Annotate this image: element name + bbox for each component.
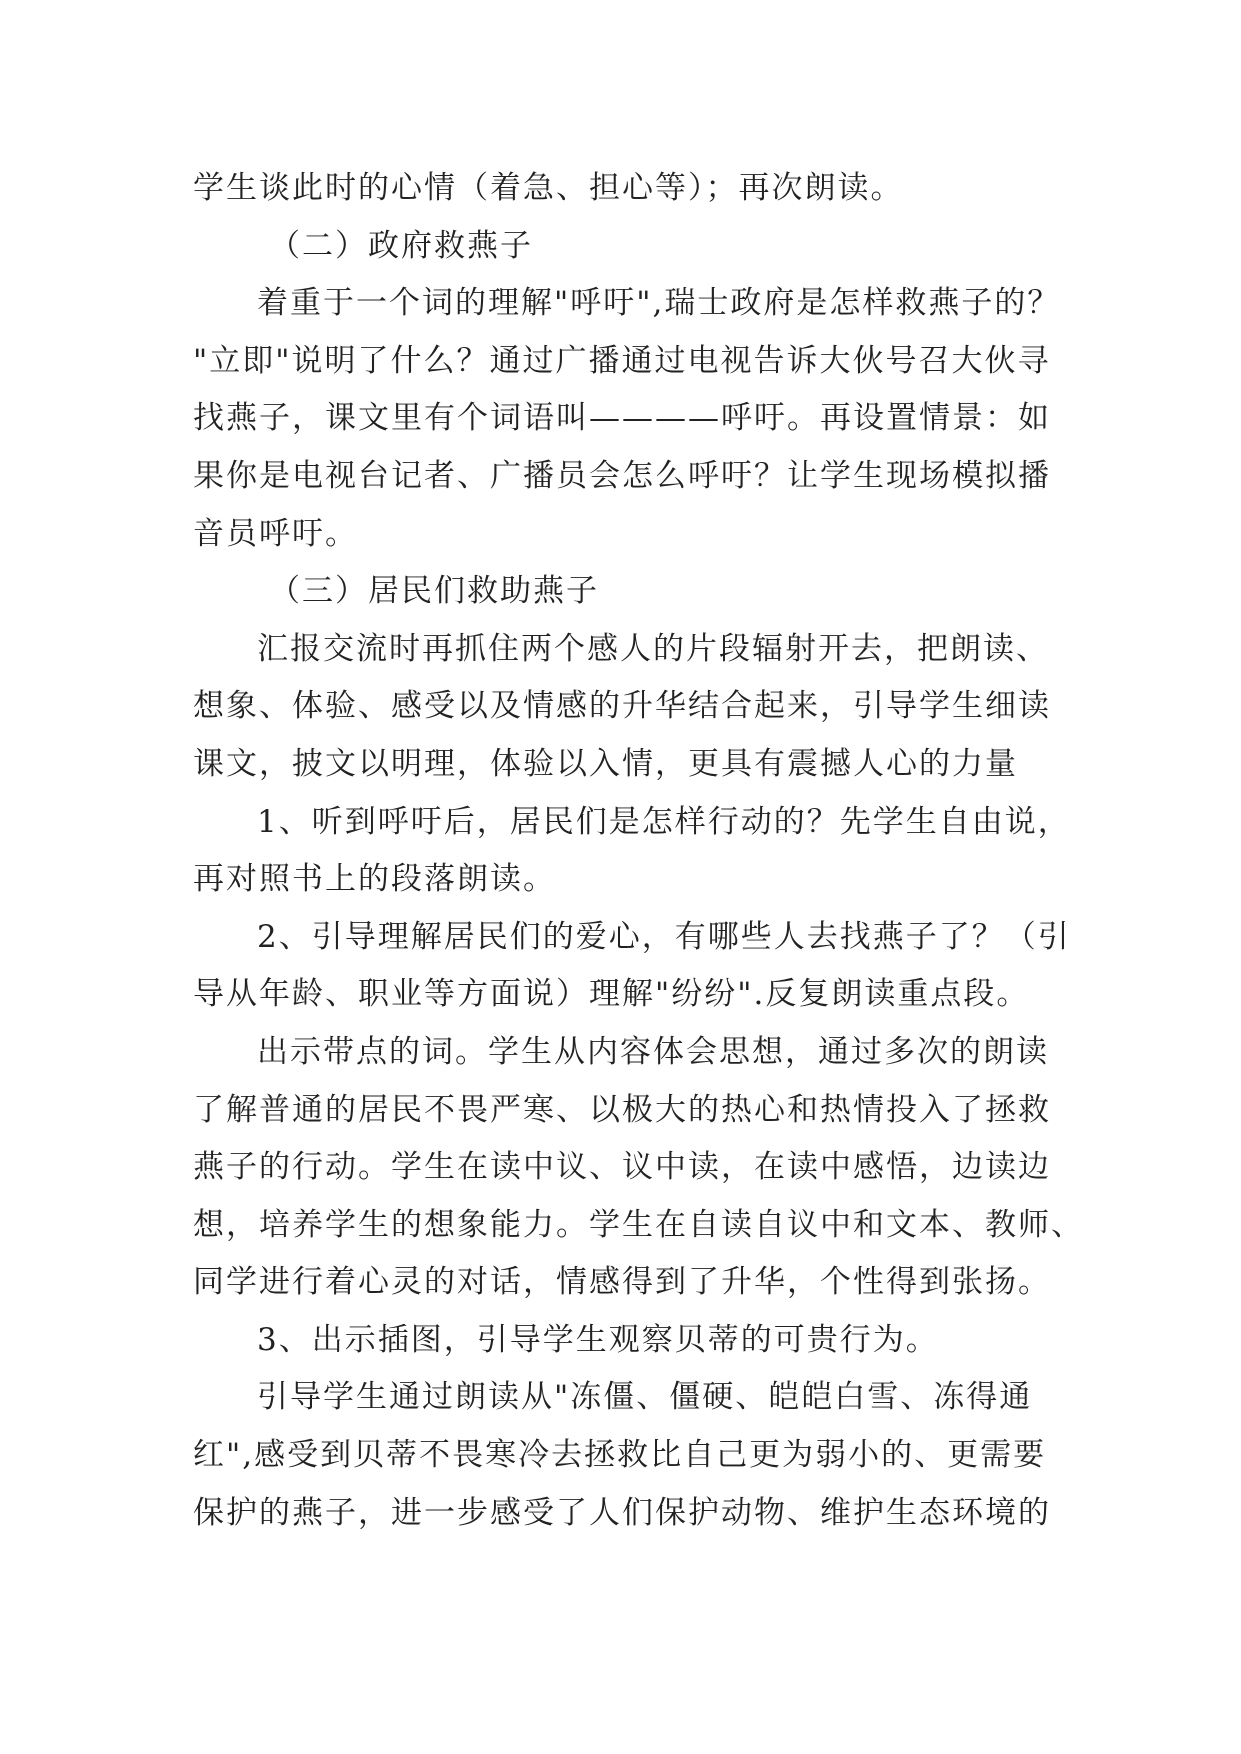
text-line: 想，培养学生的想象能力。学生在自读自议中和文本、教师、 xyxy=(193,1206,1084,1243)
text-line: 着重于一个词的理解"呼吁",瑞士政府是怎样救燕子的？ xyxy=(257,285,1061,322)
text-line: 找燕子，课文里有个词语叫————呼吁。再设置情景：如 xyxy=(193,400,1051,437)
text-line: 课文，披文以明理，体验以入情，更具有震撼人心的力量 xyxy=(193,745,1018,782)
document-body xyxy=(193,160,1084,1542)
text-line: 燕子的行动。学生在读中议、议中读，在读中感悟，边读边 xyxy=(193,1149,1051,1186)
text-line: 了解普通的居民不畏严寒、以极大的热心和热情投入了拯救 xyxy=(193,1091,1051,1128)
text-line: 同学进行着心灵的对话，情感得到了升华，个性得到张扬。 xyxy=(193,1264,1051,1301)
text-line: 汇报交流时再抓住两个感人的片段辐射开去，把朗读、 xyxy=(257,630,1049,667)
text-line: 学生谈此时的心情（着急、担心等）；再次朗读。 xyxy=(193,170,904,206)
section-heading: （二）政府救燕子 xyxy=(269,227,533,264)
text-line: 想象、体验、感受以及情感的升华结合起来，引导学生细读 xyxy=(193,688,1051,725)
text-line: 2、引导理解居民们的爱心，有哪些人去找燕子了？（引 xyxy=(257,918,1071,955)
text-line: 出示带点的词。学生从内容体会思想，通过多次的朗读 xyxy=(257,1033,1049,1070)
text-line: 3、出示插图，引导学生观察贝蒂的可贵行为。 xyxy=(257,1321,939,1358)
text-line: 保护的燕子，进一步感受了人们保护动物、维护生态环境的 xyxy=(193,1494,1051,1531)
text-line: "立即"说明了什么？通过广播通过电视告诉大伙号召大伙寻 xyxy=(193,342,1051,379)
text-line: 音员呼吁。 xyxy=(193,515,358,552)
text-line: 引导学生通过朗读从"冻僵、僵硬、皑皑白雪、冻得通 xyxy=(257,1379,1033,1416)
text-line: 1、听到呼吁后，居民们是怎样行动的？先学生自由说， xyxy=(257,803,1071,840)
section-heading: （三）居民们救助燕子 xyxy=(269,573,599,610)
text-line: 再对照书上的段落朗读。 xyxy=(193,861,556,898)
text-line: 红",感受到贝蒂不畏寒冷去拯救比自己更为弱小的、更需要 xyxy=(193,1437,1047,1474)
text-line: 导从年龄、职业等方面说）理解"纷纷".反复朗读重点段。 xyxy=(193,976,1030,1013)
text-line: 果你是电视台记者、广播员会怎么呼吁？让学生现场模拟播 xyxy=(193,457,1051,494)
